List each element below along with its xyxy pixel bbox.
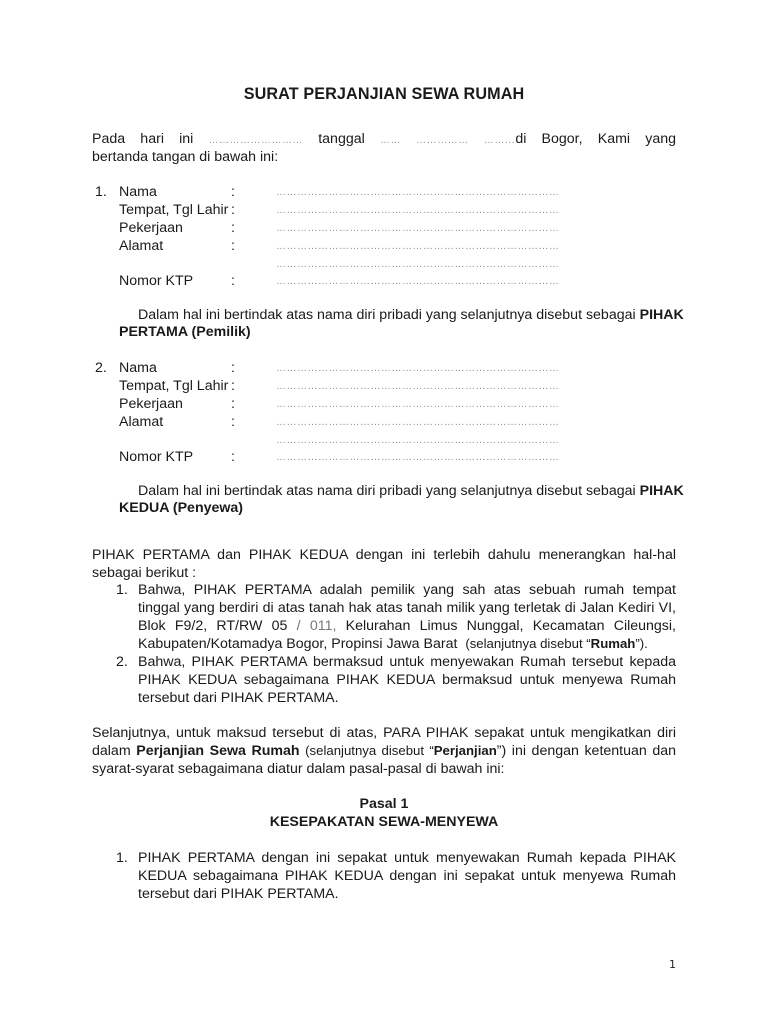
- party2-desc-pihak: PIHAK: [639, 483, 684, 499]
- recital-selanjutnya: (selanjutnya disebut “: [465, 636, 591, 651]
- document-title: SURAT PERJANJIAN SEWA RUMAH: [243, 85, 525, 103]
- party1-field-dots[interactable]: ………………………………………………………………………: [276, 276, 560, 287]
- agreement-selanjutnya: [305, 743, 497, 758]
- party1-field-label: Pekerjaan: [119, 220, 183, 236]
- party1-address-dots-2[interactable]: ………………………………………………………………………: [276, 259, 560, 270]
- party1-field-dots[interactable]: ………………………………………………………………………: [276, 187, 560, 198]
- party1-field-dots[interactable]: ………………………………………………………………………: [276, 241, 560, 252]
- party2-field-label: Nama: [119, 360, 157, 376]
- recital-line-2: sebagai berikut :: [92, 565, 197, 581]
- recital-blok: Blok F9/2, RT/RW 05: [138, 618, 288, 634]
- recital-rw: / 011,: [296, 618, 337, 634]
- recital-item-1-number: 1.: [116, 582, 128, 598]
- party1-desc-pihak: PIHAK: [639, 307, 684, 323]
- recital-kelurahan: Kelurahan Limus Nunggal, Kecamatan Cileungsi,: [345, 618, 676, 634]
- recital-rumah-term: Rumah: [590, 636, 636, 651]
- intro-dots-date-1: ……: [379, 135, 401, 146]
- recital-item-2-line-1: Bahwa, PIHAK PERTAMA bermaksud untuk menyewakan Rumah tersebut kepada: [138, 654, 676, 670]
- party2-desc-line-1: [138, 483, 684, 499]
- party1-field-colon: :: [231, 273, 235, 289]
- recital-item-1-line-3: [138, 618, 676, 634]
- agreement-ketentuan: ”) ini dengan ketentuan dan: [496, 743, 677, 759]
- party2-desc-text: Dalam hal ini bertindak atas nama diri pribadi yang selanjutnya disebut sebagai: [138, 483, 636, 499]
- recital-item-1-line-4: [138, 636, 648, 652]
- party1-field-colon: :: [231, 202, 235, 218]
- party1-desc-text: Dalam hal ini bertindak atas nama diri pribadi yang selanjutnya disebut sebagai: [138, 307, 636, 323]
- party1-field-dots[interactable]: ………………………………………………………………………: [276, 223, 560, 234]
- agreement-line-1: Selanjutnya, untuk maksud tersebut di atas, PARA PIHAK sepakat untuk mengikatkan diri: [92, 725, 676, 741]
- recital-item-1-line-1: Bahwa, PIHAK PERTAMA adalah pemilik yang sah atas sebuah rumah tempat: [138, 582, 676, 598]
- agreement-perjanjian-term: Perjanjian: [433, 743, 497, 758]
- party2-address-dots-2[interactable]: ………………………………………………………………………: [276, 435, 560, 446]
- party1-field-label: Tempat, Tgl Lahir: [119, 202, 229, 218]
- party1-field-colon: :: [231, 220, 235, 236]
- pasal-1-item-1-line-2: KEDUA sebagaimana PIHAK KEDUA dengan ini sepakat untuk menyewa Rumah: [138, 868, 676, 884]
- party2-field-label: Alamat: [119, 414, 164, 430]
- party2-field-label: Tempat, Tgl Lahir: [119, 378, 229, 394]
- party1-field-colon: :: [231, 184, 235, 200]
- agreement-line-2: [92, 743, 676, 759]
- party2-field-label: Nomor KTP: [119, 449, 194, 465]
- party2-field-dots[interactable]: ………………………………………………………………………: [276, 363, 560, 374]
- intro-dots-day: ………………………: [208, 135, 304, 146]
- party1-number: 1.: [95, 184, 107, 200]
- party2-field-colon: :: [231, 378, 235, 394]
- party2-field-colon: :: [231, 396, 235, 412]
- intro-di-bogor: di Bogor,: [515, 131, 583, 147]
- intro-dots-date-3: ………: [483, 135, 516, 146]
- party1-desc-line-1: [138, 307, 684, 323]
- intro-kami-yang: Kami yang: [597, 131, 677, 147]
- intro-pada-hari-ini: Pada hari ini: [92, 131, 194, 147]
- agreement-selanjutnya-text: (selanjutnya disebut “: [305, 743, 434, 758]
- party2-field-dots[interactable]: ………………………………………………………………………: [276, 417, 560, 428]
- party2-field-dots[interactable]: ………………………………………………………………………: [276, 381, 560, 392]
- intro-dots-date-2: ……………: [416, 135, 469, 146]
- party2-role: KEDUA (Penyewa): [119, 500, 244, 516]
- pasal-1-item-1-line-3: tersebut dari PIHAK PERTAMA.: [138, 886, 339, 902]
- pasal-1-subheading: KESEPAKATAN SEWA-MENYEWA: [269, 814, 499, 830]
- intro-line-1: [92, 131, 676, 147]
- party2-field-label: Pekerjaan: [119, 396, 183, 412]
- pasal-1-heading: Pasal 1: [359, 796, 409, 812]
- party1-field-label: Nomor KTP: [119, 273, 194, 289]
- party1-field-dots[interactable]: ………………………………………………………………………: [276, 205, 560, 216]
- party2-field-dots[interactable]: ………………………………………………………………………: [276, 452, 560, 463]
- recital-line-1: PIHAK PERTAMA dan PIHAK KEDUA dengan ini terlebih dahulu menerangkan hal-hal: [92, 547, 676, 563]
- page-number: 1: [669, 958, 676, 971]
- recital-close-quote: ”).: [635, 636, 648, 651]
- agreement-title-term: Perjanjian Sewa Rumah: [136, 743, 300, 759]
- party1-field-label: Alamat: [119, 238, 164, 254]
- party2-number: 2.: [95, 360, 107, 376]
- party1-field-label: Nama: [119, 184, 157, 200]
- recital-item-1-line-2: tinggal yang berdiri di atas tanah hak atas tanah milik yang terletak di Jalan Kediri VI,: [138, 600, 676, 616]
- recital-item-2-line-2: PIHAK KEDUA sebagaimana PIHAK KEDUA bermaksud untuk menyewa Rumah: [138, 672, 676, 688]
- party2-field-colon: :: [231, 449, 235, 465]
- party2-field-colon: :: [231, 414, 235, 430]
- party2-field-colon: :: [231, 360, 235, 376]
- recital-kabupaten: Kabupaten/Kotamadya Bogor, Propinsi Jawa Barat: [138, 636, 458, 652]
- intro-tanggal: tanggal: [318, 131, 365, 147]
- recital-item-2-number: 2.: [116, 654, 128, 670]
- agreement-dalam: dalam: [92, 743, 131, 759]
- pasal-1-item-1-number: 1.: [116, 850, 128, 866]
- party1-field-colon: :: [231, 238, 235, 254]
- party1-role: PERTAMA (Pemilik): [119, 324, 251, 340]
- party2-field-dots[interactable]: ………………………………………………………………………: [276, 399, 560, 410]
- recital-item-2-line-3: tersebut dari PIHAK PERTAMA.: [138, 690, 339, 706]
- agreement-line-3: syarat-syarat sebagaimana diatur dalam pasal-pasal di bawah ini:: [92, 761, 505, 777]
- pasal-1-item-1-line-1: PIHAK PERTAMA dengan ini sepakat untuk menyewakan Rumah kepada PIHAK: [138, 850, 676, 866]
- intro-line-2: bertanda tangan di bawah ini:: [92, 149, 279, 165]
